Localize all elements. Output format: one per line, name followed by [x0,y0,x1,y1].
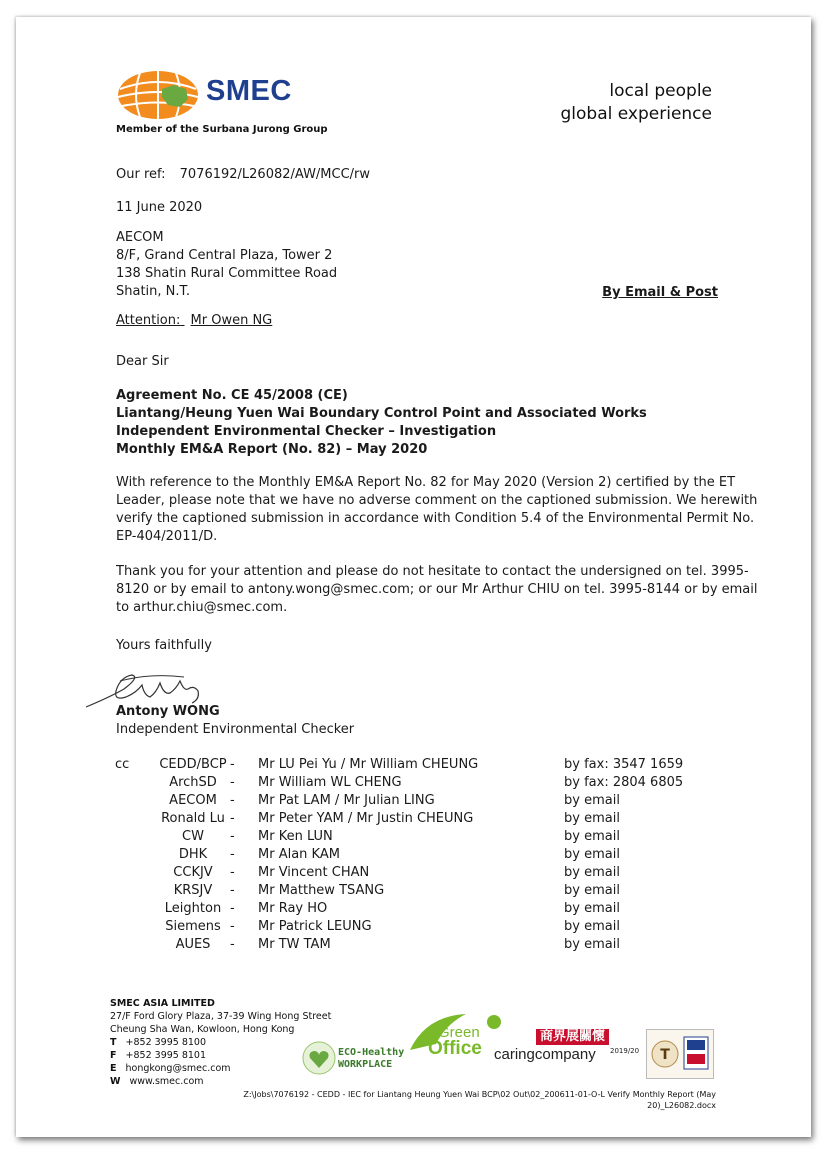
cc-org: AECOM [169,793,217,808]
caring-cn-text: 商界展關懷 [536,1029,609,1045]
cc-dash: - [230,919,235,934]
body-paragraph-2-line: Thank you for your attention and please do not hesitate to contact the undersigned on tel. 3995- [116,564,749,579]
cc-list [16,756,811,956]
smec-logo [116,69,306,129]
cc-row [16,918,811,936]
tagline-line-2: global experience [560,104,712,124]
hkas-mark-icon [683,1036,709,1070]
cc-dash: - [230,829,235,844]
cc-method: by email [564,865,620,880]
cc-row [16,810,811,828]
attention-line [116,312,272,330]
caring-text: caringcompany [494,1046,596,1063]
cc-org: CEDD/BCP [159,757,227,772]
eco-text-2: WORKPLACE [338,1059,393,1070]
subject-line: Monthly EM&A Report (No. 82) – May 2020 [116,442,428,457]
cc-recipient: Mr William WL CHENG [258,775,402,790]
cc-row [16,846,811,864]
cc-recipient: Mr Matthew TSANG [258,883,385,898]
ref-label: Our ref: [116,167,166,182]
cc-org: Ronald Lu [161,811,225,826]
tagline-line-1: local people [609,81,712,101]
subject-line: Liantang/Heung Yuen Wai Boundary Control Point and Associated Works [116,406,647,421]
body-paragraph-2-line: to arthur.chiu@smec.com. [116,600,288,615]
cc-row [16,774,811,792]
cc-row [16,792,811,810]
cc-org: AUES [175,937,211,952]
svg-text:T: T [660,1047,670,1063]
cc-row [16,936,811,954]
cc-method: by email [564,919,620,934]
delivery-method: By Email & Post [602,285,718,300]
cc-recipient: Mr Ray HO [258,901,328,916]
caring-company-badge [494,1029,644,1079]
footer-contact: W www.smec.com [110,1076,204,1087]
attention-label: Attention: [116,313,181,328]
cc-dash: - [230,757,235,772]
cc-method: by email [564,793,620,808]
our-ref [116,166,370,184]
cc-recipient: Mr Vincent CHAN [258,865,370,880]
footer-address-line: 27/F Ford Glory Plaza, 37-39 Wing Hong Street [110,1011,332,1022]
eco-text-1: ECO-Healthy [338,1047,405,1058]
cc-org: ArchSD [169,775,217,790]
heart-leaf-icon [302,1041,336,1075]
subject-line: Independent Environmental Checker – Investigation [116,424,497,439]
cc-org: CW [182,829,204,844]
cc-method: by email [564,883,620,898]
cc-dash: - [230,775,235,790]
file-path-line-2: 20)_L26082.docx [647,1101,716,1110]
cc-recipient: Mr Ken LUN [258,829,333,844]
green-text: Green [438,1024,480,1041]
footer-contact: T +852 3995 8100 [110,1037,207,1048]
body-paragraph-1-line: Leader, please note that we have no adverse comment on the captioned submission. We herewith [116,493,758,508]
letter-page [16,17,811,1137]
body-paragraph-1-line: EP-404/2011/D. [116,529,218,544]
cc-method: by email [564,901,620,916]
cc-dash: - [230,865,235,880]
footer-company: SMEC ASIA LIMITED [110,998,215,1009]
footer-address-line: Cheung Sha Wan, Kowloon, Hong Kong [110,1024,295,1035]
cc-method: by fax: 2804 6805 [564,775,684,790]
cc-dash: - [230,847,235,862]
cc-dash: - [230,883,235,898]
salutation: Dear Sir [116,354,169,369]
cc-dash: - [230,901,235,916]
address-line: 8/F, Grand Central Plaza, Tower 2 [116,248,333,263]
cc-dash: - [230,811,235,826]
signer-name: Antony WONG [116,704,220,719]
cc-label: cc [115,757,130,772]
footer-contact: E hongkong@smec.com [110,1063,231,1074]
closing: Yours faithfully [116,638,212,653]
signer-title: Independent Environmental Checker [116,722,355,737]
cc-dash: - [230,937,235,952]
office-text: Office [428,1038,482,1059]
file-path-line-1: Z:\Jobs\7076192 - CEDD - IEC for Liantang Heung Yuen Wai BCP\02 Out\02_200611-01-O-L Verify Monthly Report (May [243,1090,716,1099]
cc-recipient: Mr LU Pei Yu / Mr William CHEUNG [258,757,479,772]
cc-recipient: Mr Pat LAM / Mr Julian LING [258,793,435,808]
smec-globe-icon [116,69,204,121]
subject-line: Agreement No. CE 45/2008 (CE) [116,388,348,403]
cc-method: by fax: 3547 1659 [564,757,684,772]
cc-org: CCKJV [173,865,213,880]
cc-row [16,756,811,774]
caring-year: 2019/20 [610,1047,640,1055]
body-paragraph-1-line: With reference to the Monthly EM&A Report No. 82 for May 2020 (Version 2) certified by the ET [116,475,736,490]
cc-row [16,882,811,900]
footer-contact: F +852 3995 8101 [110,1050,207,1061]
cc-org: Leighton [164,901,222,916]
body-paragraph-1-line: verify the captioned submission in accordance with Condition 5.4 of the Environmental Permit No. [116,511,755,526]
body-paragraph-2-line: 8120 or by email to antony.wong@smec.com; or our Mr Arthur CHIU on tel. 3995-8144 or by email [116,582,758,597]
letter-date: 11 June 2020 [116,200,203,215]
eco-healthy-badge [302,1037,422,1079]
cc-org: KRSJV [173,883,213,898]
ref-value: 7076192/L26082/AW/MCC/rw [179,167,371,182]
cc-org: Siemens [165,919,221,934]
cc-row [16,900,811,918]
green-office-badge [406,1010,506,1070]
cc-row [16,828,811,846]
company-logo-text: SMEC [206,75,292,107]
certification-badge [646,1029,714,1079]
address-line: Shatin, N.T. [116,284,191,299]
cc-recipient: Mr TW TAM [258,937,331,952]
cc-recipient: Mr Peter YAM / Mr Justin CHEUNG [258,811,474,826]
attention-name: Mr Owen NG [190,313,273,328]
cc-org: DHK [178,847,208,862]
cc-dash: - [230,793,235,808]
cc-method: by email [564,937,620,952]
address-line: AECOM [116,230,164,245]
cc-method: by email [564,811,620,826]
address-line: 138 Shatin Rural Committee Road [116,266,338,281]
cc-recipient: Mr Alan KAM [258,847,340,862]
t-mark-icon [650,1039,680,1069]
cc-row [16,864,811,882]
cc-recipient: Mr Patrick LEUNG [258,919,372,934]
cc-method: by email [564,847,620,862]
cc-method: by email [564,829,620,844]
member-line: Member of the Surbana Jurong Group [116,124,328,135]
